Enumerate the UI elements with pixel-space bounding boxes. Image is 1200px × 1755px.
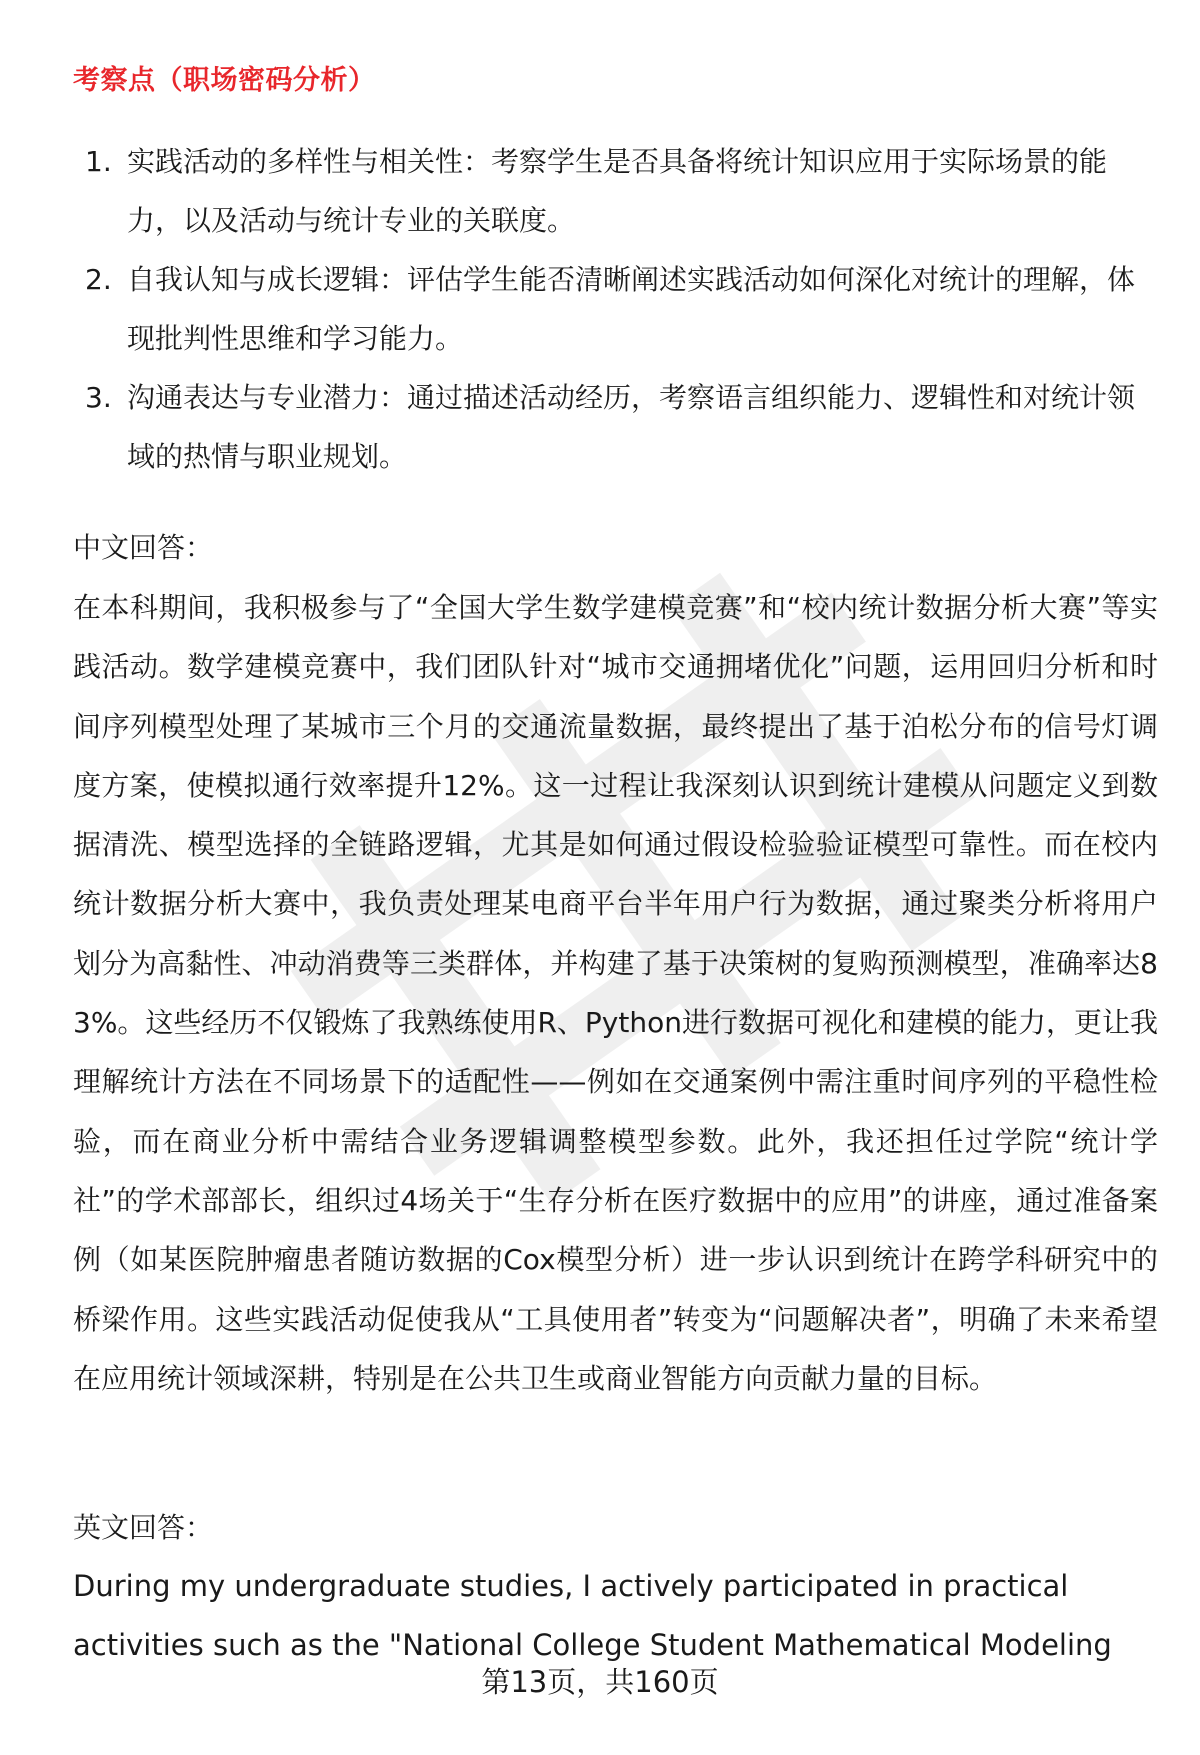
list-item-text: 实践活动的多样性与相关性：考察学生是否具备将统计知识应用于实际场景的能力，以及活动与统计专业的关联度。 [127,145,1108,237]
list-item [85,368,1145,486]
chinese-answer-heading: 中文回答： [73,531,214,564]
section-title: 考察点（职场密码分析） [73,65,376,96]
assessment-points-list [85,132,1145,486]
english-answer-heading: 英文回答： [73,1511,214,1544]
list-item-number: 1. [85,145,112,178]
list-item [85,250,1145,368]
list-item-text: 沟通表达与专业潜力：通过描述活动经历，考察语言组织能力、逻辑性和对统计领域的热情与职业规划。 [127,381,1136,473]
list-item [85,132,1145,250]
list-item-number: 3. [85,381,112,414]
english-answer-body: During my undergraduate studies, I actively participated in practical activities such as the "National College Student Mathematical Modeling [73,1569,1112,1662]
list-item-text: 自我认知与成长逻辑：评估学生能否清晰阐述实践活动如何深化对统计的理解，体现批判性思维和学习能力。 [127,263,1136,355]
list-item-number: 2. [85,263,112,296]
chinese-answer-body: 在本科期间，我积极参与了“全国大学生数学建模竞赛”和“校内统计数据分析大赛”等实践活动。数学建模竞赛中，我们团队针对“城市交通拥堵优化”问题，运用回归分析和时间序列模型处理了某城市三个月的交通流量数据，最终提出了基于泊松分布的信号灯调度方案，使模拟通行效率提升12%。这一过程让我深刻认识到统计建模从问题定义到数据清洗、模型选择的全链路逻辑，尤其是如何通过假设检验验证模型可靠性。而在校内统计数据分析大赛中，我负责处理某电商平台半年用户行为数据，通过聚类分析将用户划分为高黏性、冲动消费等三类群体，并构建了基于决策树的复购预测模型，准确率达83%。这些经历不仅锻炼了我熟练使用R、Python进行数据可视化和建模的能力，更让我理解统计方法在不同场景下的适配性——例如在交通案例中需注重时间序列的平稳性检验，而在商业分析中需结合业务逻辑调整模型参数。此外，我还担任过学院“统计学社”的学术部部长，组织过4场关于“生存分析在医疗数据中的应用”的讲座，通过准备案例（如某医院肿瘤患者随访数据的Cox模型分析）进一步认识到统计在跨学科研究中的桥梁作用。这些实践活动促使我从“工具使用者”转变为“问题解决者”，明确了未来希望在应用统计领域深耕，特别是在公共卫生或商业智能方向贡献力量的目标。 [73,591,1158,1395]
page-number: 第13页，共160页 [481,1665,719,1699]
